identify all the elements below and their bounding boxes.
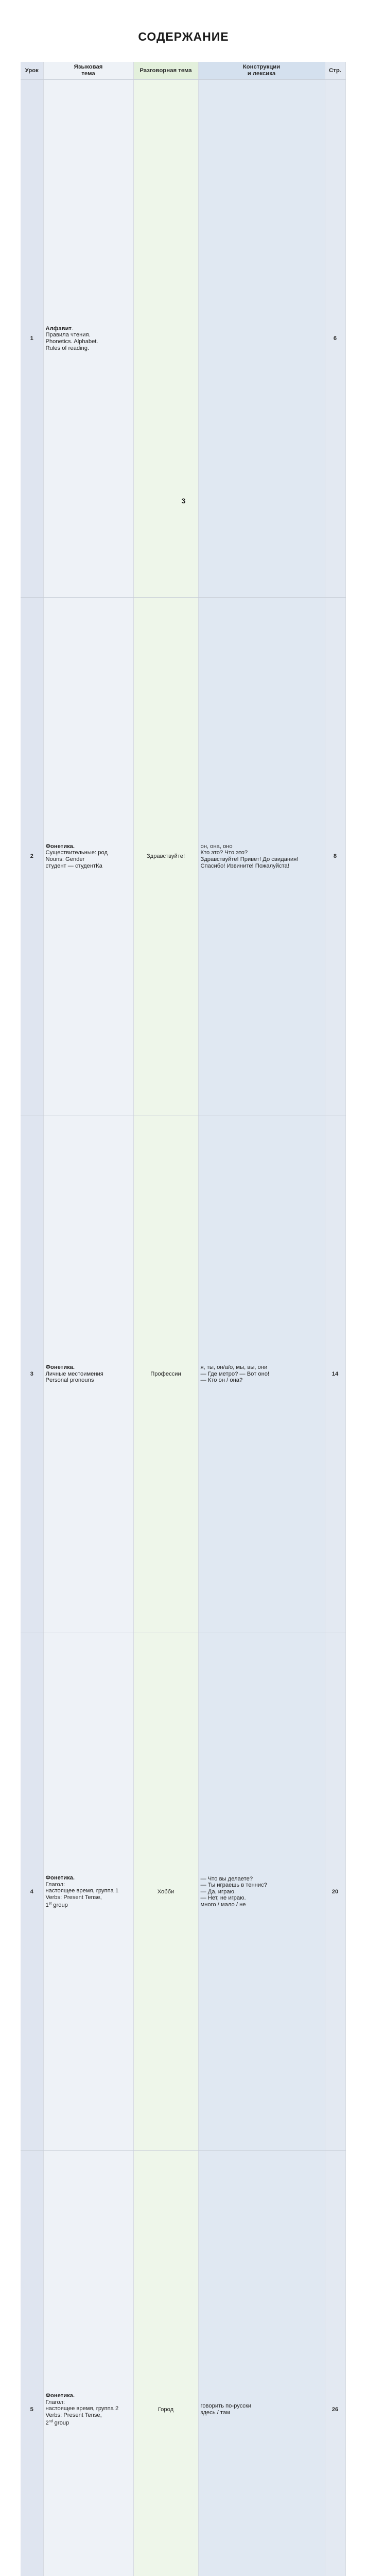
constructions-line: Спасибо! Извините! Пожалуйста! [201,863,323,870]
page-ref: 26 [325,2151,345,2576]
conversation-topic [133,1633,198,2151]
conversation-topic [133,80,198,598]
contents-table [21,62,346,2576]
constructions-line: много / мало / не [201,1902,323,1908]
page-ref: 14 [325,1115,345,1633]
constructions-line: Кто это? Что это? [201,850,323,856]
language-topic-text: студент — студентКа [46,863,102,869]
language-topic-text: 1st group [46,1902,68,1908]
conversation-topic [133,1115,198,1633]
language-topic-line [46,1377,131,1384]
language-topic-line [46,1894,131,1901]
header-language-topic [43,62,133,80]
lesson-number: 5 [21,2151,43,2576]
language-topic-line [46,2393,131,2399]
lesson-number: 2 [21,598,43,1115]
language-topic-text: Personal pronouns [46,1377,94,1383]
constructions-line: — Нет, не играю. [201,1895,323,1902]
lesson-row [21,1115,345,1633]
lesson-number: 1 [21,80,43,598]
language-topic-line [46,1875,131,1882]
language-topic-line [46,2399,131,2406]
constructions-line: — Кто он / она? [201,1377,323,1384]
language-topic-line [46,1371,131,1378]
language-topic-text-rest: . [72,326,73,332]
constructions-line: — Где метро? — Вот оно! [201,1371,323,1378]
language-topic-text: Глагол: [46,1882,65,1888]
language-topic-text: Правила чтения. [46,332,91,338]
language-topic-line [46,2405,131,2412]
language-topic-line [46,2412,131,2419]
conversation-topic [133,2151,198,2576]
language-topic-line [46,863,131,870]
language-topic-text: Phonetics. Alphabet. [46,338,98,345]
language-topic-text: Алфавит [46,326,72,332]
contents-body [21,80,345,2576]
language-topic [43,2151,133,2576]
language-topic-text: Глагол: [46,2399,65,2405]
language-topic-text: Существительные: род [46,850,108,856]
language-topic-line [46,1901,131,1909]
language-topic-line [46,850,131,856]
constructions [198,598,325,1115]
language-topic [43,1115,133,1633]
language-topic-text: Фонетика. [46,1875,75,1881]
constructions-line: — Да, играю. [201,1889,323,1895]
lesson-row [21,1633,345,2151]
page-number: 3 [0,497,367,505]
language-topic-line [46,338,131,345]
constructions [198,1115,325,1633]
header-constructions-line2: и лексика [201,71,323,77]
lesson-row [21,2151,345,2576]
header-lesson: Урок [21,62,43,80]
constructions [198,1633,325,2151]
language-topic-text: Verbs: Present Tense, [46,2412,102,2418]
language-topic-line [46,1888,131,1894]
constructions-line: Здравствуйте! Привет! До свидания! [201,856,323,863]
language-topic-text: Verbs: Present Tense, [46,1894,102,1901]
conversation-topic-line: Профессии [136,1371,196,1378]
header-constructions-line1: Конструкции [201,64,323,71]
constructions-line: я, ты, он/а/о, мы, вы, они [201,1364,323,1371]
conversation-topic-line: Город [136,2406,196,2413]
toc-page [0,0,367,515]
page-ref: 8 [325,598,345,1115]
language-topic-line [46,345,131,352]
page-title: СОДЕРЖАНИЕ [0,30,367,44]
language-topic-line [46,843,131,850]
lesson-number: 4 [21,1633,43,2151]
conversation-topic-line: Здравствуйте! [136,853,196,860]
language-topic-text: Фонетика. [46,2393,75,2399]
header-page: Стр. [325,62,345,80]
constructions-line: — Что вы делаете? [201,1876,323,1883]
header-language-topic-line1: Языковая [46,64,131,71]
header-conversation-topic: Разговорная тема [133,62,198,80]
lesson-row [21,80,345,598]
constructions-line: здесь / там [201,2410,323,2416]
header-row [21,62,345,80]
lesson-number: 3 [21,1115,43,1633]
language-topic-text: Фонетика. [46,843,75,850]
language-topic-text: 2nd group [46,2420,69,2426]
language-topic-text: Личные местоимения [46,1371,103,1377]
constructions-line: говорить по-русски [201,2403,323,2410]
language-topic-line [46,332,131,338]
constructions-line: он, она, оно [201,843,323,850]
language-topic-text: настоящее время, группа 2 [46,2405,119,2412]
constructions [198,2151,325,2576]
language-topic-line [46,2419,131,2427]
header-constructions [198,62,325,80]
conversation-topic [133,598,198,1115]
language-topic-text: Nouns: Gender [46,856,85,862]
language-topic-text: Rules of reading. [46,345,90,351]
language-topic-text: Фонетика. [46,1364,75,1370]
language-topic [43,80,133,598]
constructions-line: — Ты играешь в теннис? [201,1882,323,1889]
language-topic-line [46,1882,131,1888]
language-topic [43,1633,133,2151]
language-topic-line [46,326,131,332]
conversation-topic-line: Хобби [136,1889,196,1895]
language-topic [43,598,133,1115]
language-topic-line [46,856,131,863]
language-topic-line [46,1364,131,1371]
lesson-row [21,598,345,1115]
page-ref: 6 [325,80,345,598]
page-ref: 20 [325,1633,345,2151]
language-topic-text: настоящее время, группа 1 [46,1888,119,1894]
constructions [198,80,325,598]
header-language-topic-line2: тема [46,71,131,77]
